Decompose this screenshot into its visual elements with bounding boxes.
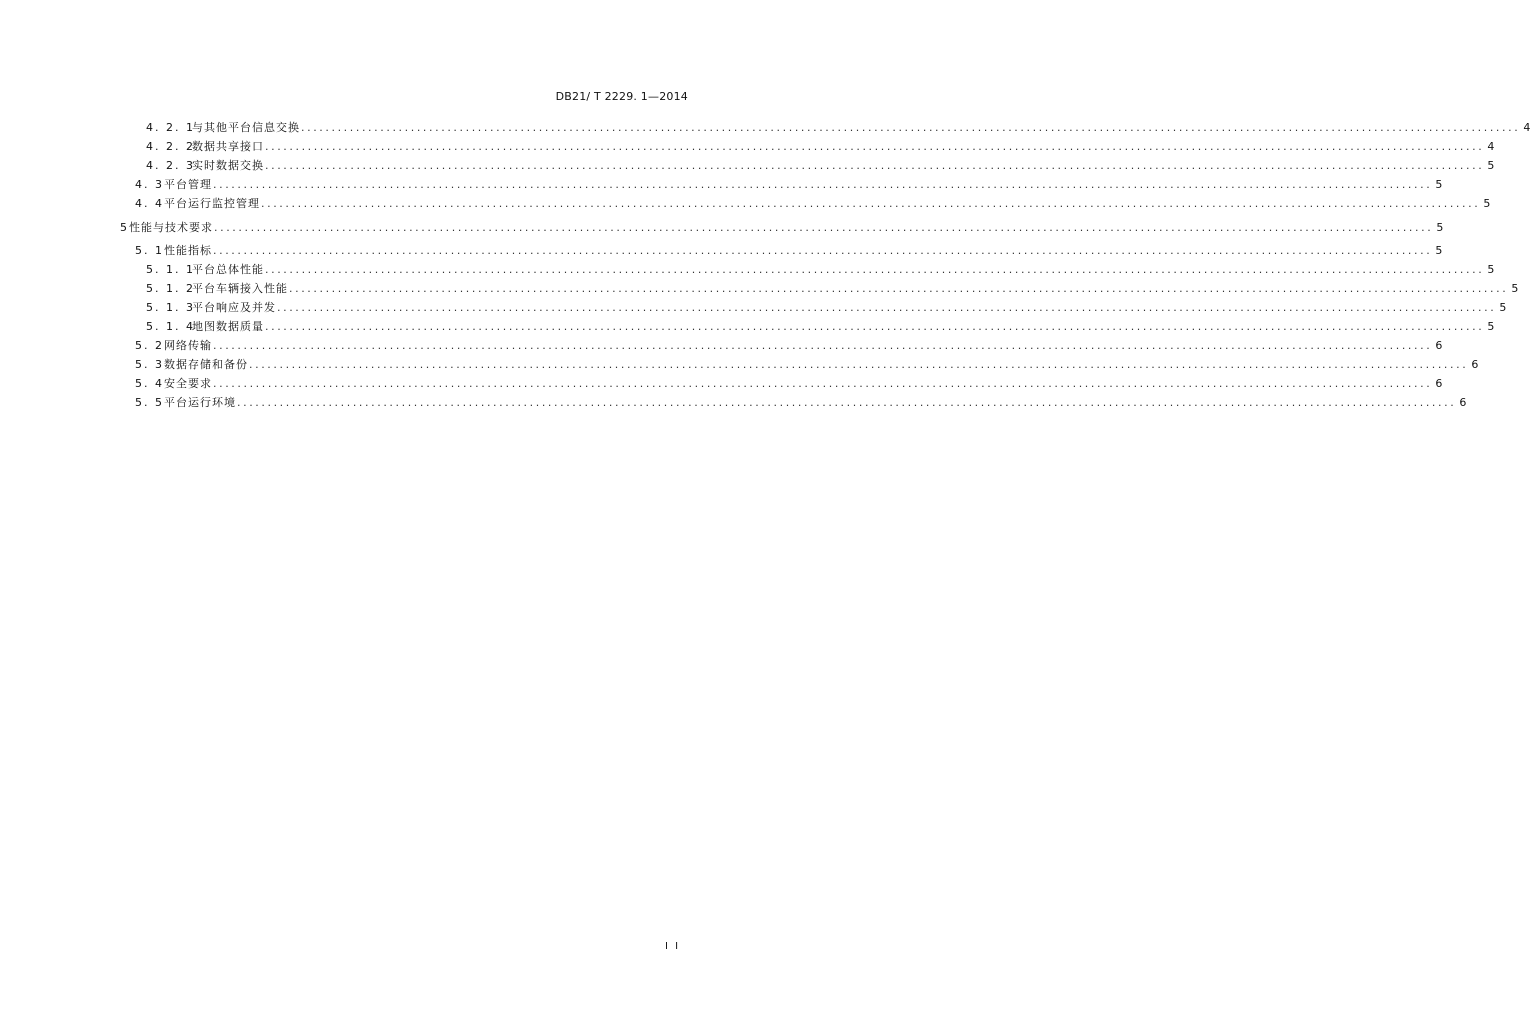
toc-number: 5: [120, 221, 129, 234]
toc-page: 4: [1523, 121, 1530, 134]
toc-leader-dots: ........................................................................................................................................................................................................: [213, 339, 1433, 352]
toc-page: 6: [1435, 377, 1443, 390]
standard-code-header: DB21/ T 2229. 1—2014: [555, 90, 688, 103]
toc-page: 5: [1511, 282, 1519, 295]
toc-title: 平台管理: [164, 178, 212, 191]
toc-number: 4. 2. 1: [146, 121, 195, 134]
toc-number: 5. 1. 2: [146, 282, 195, 295]
toc-number: 4. 3: [135, 178, 164, 191]
toc-page: 5: [1487, 320, 1495, 333]
toc-title: 数据共享接口: [192, 140, 264, 153]
toc-title: 平台运行环境: [164, 396, 236, 409]
toc-leader-dots: ........................................................................................................................................................................................................: [265, 263, 1485, 276]
toc-entry-5-5[interactable]: [135, 395, 1467, 411]
toc-title: 性能与技术要求: [129, 221, 213, 234]
toc-number: 5. 1. 1: [146, 263, 195, 276]
toc-number: 5. 1. 3: [146, 301, 195, 314]
toc-leader-dots: ........................................................................................................................................................................................................: [249, 358, 1469, 371]
toc-number: 4. 4: [135, 197, 164, 210]
toc-page: 5: [1483, 197, 1491, 210]
toc-number: 4. 2. 2: [146, 140, 195, 153]
toc-page: 6: [1471, 358, 1479, 371]
toc-leader-dots: ........................................................................................................................................................................................................: [277, 301, 1497, 314]
toc-entry-5-1-3[interactable]: [146, 300, 1507, 316]
toc-leader-dots: ........................................................................................................................................................................................................: [265, 320, 1485, 333]
toc-page: 5: [1436, 221, 1444, 234]
toc-title: 与其他平台信息交换: [192, 121, 300, 134]
toc-number: 4. 2. 3: [146, 159, 195, 172]
toc-leader-dots: ........................................................................................................................................................................................................: [301, 121, 1521, 134]
toc-entry-5[interactable]: [120, 220, 1444, 236]
toc-title: 平台响应及并发: [192, 301, 276, 314]
toc-page: 5: [1435, 244, 1443, 257]
toc-leader-dots: ........................................................................................................................................................................................................: [237, 396, 1457, 409]
toc-entry-5-1-1[interactable]: [146, 262, 1495, 278]
toc-leader-dots: ........................................................................................................................................................................................................: [213, 178, 1433, 191]
toc-page: 5: [1487, 159, 1495, 172]
toc-title: 实时数据交换: [192, 159, 264, 172]
toc-entry-5-3[interactable]: [135, 357, 1479, 373]
toc-number: 5. 3: [135, 358, 164, 371]
page-number-footer: I I: [665, 941, 681, 952]
toc-entry-5-1-2[interactable]: [146, 281, 1519, 297]
toc-leader-dots: ........................................................................................................................................................................................................: [289, 282, 1509, 295]
toc-number: 5. 4: [135, 377, 164, 390]
toc-leader-dots: ........................................................................................................................................................................................................: [265, 140, 1485, 153]
toc-number: 5. 1. 4: [146, 320, 195, 333]
toc-page: 6: [1435, 339, 1443, 352]
toc-entry-4-2-3[interactable]: [146, 158, 1495, 174]
toc-page: 5: [1435, 178, 1443, 191]
toc-entry-4-2-2[interactable]: [146, 139, 1495, 155]
toc-entry-5-1[interactable]: [135, 243, 1443, 259]
toc-entry-4-2-1[interactable]: [146, 120, 1530, 136]
toc-title: 平台车辆接入性能: [192, 282, 288, 295]
toc-entry-5-1-4[interactable]: [146, 319, 1495, 335]
toc-entry-5-2[interactable]: [135, 338, 1443, 354]
toc-entry-4-4[interactable]: [135, 196, 1491, 212]
toc-leader-dots: ........................................................................................................................................................................................................: [213, 244, 1433, 257]
toc-leader-dots: ........................................................................................................................................................................................................: [265, 159, 1485, 172]
toc-leader-dots: ........................................................................................................................................................................................................: [213, 377, 1433, 390]
toc-entry-5-4[interactable]: [135, 376, 1443, 392]
toc-title: 数据存储和备份: [164, 358, 248, 371]
toc-title: 网络传输: [164, 339, 212, 352]
toc-page: 6: [1459, 396, 1467, 409]
toc-title: 地图数据质量: [192, 320, 264, 333]
toc-title: 安全要求: [164, 377, 212, 390]
toc-title: 性能指标: [164, 244, 212, 257]
toc-page: 5: [1487, 263, 1495, 276]
toc-title: 平台运行监控管理: [164, 197, 260, 210]
toc-page: 5: [1499, 301, 1507, 314]
toc-page: 4: [1487, 140, 1495, 153]
toc-number: 5. 1: [135, 244, 164, 257]
toc-number: 5. 5: [135, 396, 164, 409]
toc-leader-dots: ........................................................................................................................................................................................................: [214, 221, 1434, 234]
toc-entry-4-3[interactable]: [135, 177, 1443, 193]
toc-number: 5. 2: [135, 339, 164, 352]
toc-leader-dots: ........................................................................................................................................................................................................: [261, 197, 1481, 210]
toc-title: 平台总体性能: [192, 263, 264, 276]
